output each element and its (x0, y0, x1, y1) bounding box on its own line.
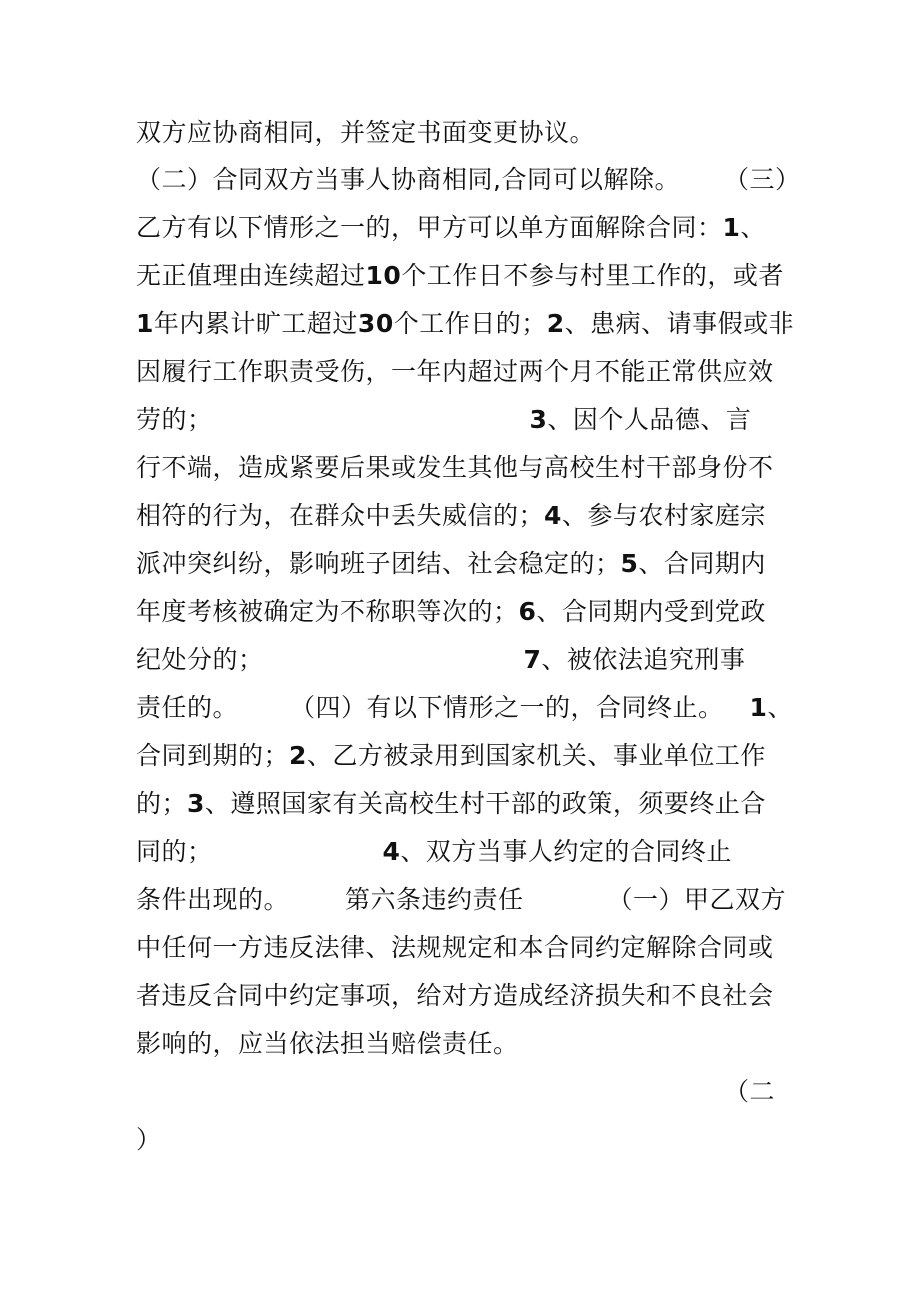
text-line: 劳的； 3、因个人品德、言 (136, 405, 752, 434)
text-line: 乙方有以下情形之一的，甲方可以单方面解除合同：1、 (136, 213, 766, 242)
text-line: 同的； 4、双方当事人约定的合同终止 (136, 837, 732, 866)
text-line: 派冲突纠纷，影响班子团结、社会稳定的；5、合同期内 (136, 549, 766, 578)
text-line: 条件出现的。 第六条违约责任 （一）甲乙双方 (136, 885, 787, 914)
text-line: 年度考核被确定为不称职等次的；6、合同期内受到党政 (136, 597, 766, 626)
text-line: 合同到期的；2、乙方被录用到国家机关、事业单位工作 (136, 741, 766, 770)
text-line: 者违反合同中约定事项，给对方造成经济损失和不良社会 (136, 981, 774, 1010)
text-line: （二）合同双方当事人协商相同,合同可以解除。 （三） (136, 165, 801, 194)
text-line: 的；3、遵照国家有关高校生村干部的政策，须要终止合 (136, 789, 766, 818)
text-line: 中任何一方违反法律、法规规定和本合同约定解除合同或 (136, 933, 774, 962)
text-line: （二 (724, 1077, 776, 1106)
text-line: ） (136, 1125, 162, 1154)
text-line: 影响的，应当依法担当赔偿责任。 (136, 1029, 519, 1058)
text-line: 因履行工作职责受伤，一年内超过两个月不能正常供应效 (136, 357, 774, 386)
text-line: 责任的。 （四）有以下情形之一的，合同终止。 1、 (136, 693, 793, 722)
text-line: 无正值理由连续超过10个工作日不参与村里工作的，或者 (136, 261, 784, 290)
text-line: 1年内累计旷工超过30个工作日的；2、患病、请事假或非 (136, 309, 795, 338)
text-line: 行不端，造成紧要后果或发生其他与高校生村干部身份不 (136, 453, 774, 482)
text-line: 相符的行为，在群众中丢失威信的；4、参与农村家庭宗 (136, 501, 766, 530)
text-line: 双方应协商相同，并签定书面变更协议。 (136, 118, 596, 147)
text-line: 纪处分的； 7、被依法追究刑事 (136, 645, 746, 674)
